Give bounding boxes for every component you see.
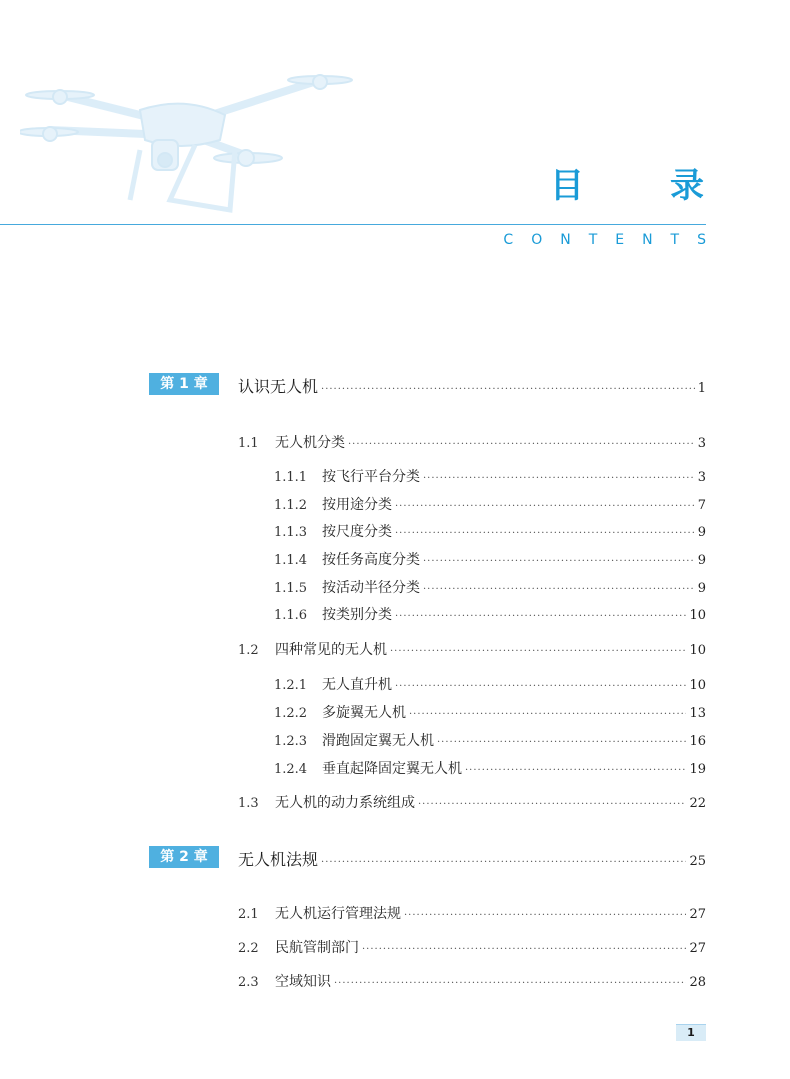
page-number: 9 <box>697 525 706 540</box>
toc-entry-1-1-4[interactable] <box>274 549 706 569</box>
toc-entry-1-2-1[interactable] <box>274 674 706 694</box>
page-number: 28 <box>689 975 706 990</box>
subsection-title: 多旋翼无人机 <box>322 705 406 721</box>
leader-dots <box>404 910 686 921</box>
subsection-number: 1.1.6 <box>274 608 308 623</box>
page-number: 3 <box>697 436 706 451</box>
toc-entry-1-1-5[interactable] <box>274 577 706 597</box>
page-number: 27 <box>689 907 706 922</box>
toc-entry-chapter-1[interactable] <box>238 374 706 397</box>
subsection-number: 1.2.3 <box>274 734 308 749</box>
subsection-number: 1.1.4 <box>274 553 308 568</box>
drone-illustration <box>20 40 360 220</box>
leader-dots <box>395 611 686 622</box>
section-number: 2.3 <box>238 975 259 990</box>
toc-entry-1-2-2[interactable] <box>274 702 706 722</box>
toc-entry-1-1-1[interactable] <box>274 466 706 486</box>
leader-dots <box>321 384 695 395</box>
page-number: 19 <box>689 762 706 777</box>
toc-entry-1-1-6[interactable] <box>274 604 706 624</box>
leader-dots <box>409 709 686 720</box>
subsection-title: 按活动半径分类 <box>322 580 420 596</box>
section-number: 2.2 <box>238 941 259 956</box>
leader-dots <box>395 681 686 692</box>
subsection-title: 按用途分类 <box>322 497 392 513</box>
page-number: 10 <box>689 678 706 693</box>
subsection-title: 滑跑固定翼无人机 <box>322 733 434 749</box>
subsection-title: 按飞行平台分类 <box>322 469 420 485</box>
page-number: 9 <box>697 581 706 596</box>
section-title: 民航管制部门 <box>275 940 359 956</box>
section-number: 2.1 <box>238 907 259 922</box>
subsection-title: 按类别分类 <box>322 607 392 623</box>
leader-dots <box>334 978 686 989</box>
page-number: 22 <box>689 796 706 811</box>
toc-entry-2-1[interactable] <box>238 903 706 923</box>
page-number: 10 <box>689 643 706 658</box>
page-number: 27 <box>689 941 706 956</box>
toc-entry-2-2[interactable] <box>238 937 706 957</box>
section-title: 无人机分类 <box>275 435 345 451</box>
subsection-number: 1.1.3 <box>274 525 308 540</box>
toc-entry-1-2[interactable] <box>238 639 706 659</box>
subsection-number: 1.1.5 <box>274 581 308 596</box>
page-number: 1 <box>697 381 706 396</box>
leader-dots <box>362 944 686 955</box>
toc-entry-1-3[interactable] <box>238 792 706 812</box>
leader-dots <box>321 857 686 868</box>
page-number: 10 <box>689 608 706 623</box>
leader-dots <box>348 439 695 450</box>
leader-dots <box>423 584 695 595</box>
page-number: 7 <box>697 498 706 513</box>
subsection-number: 1.1.2 <box>274 498 308 513</box>
leader-dots <box>395 501 695 512</box>
page-number-footer: 1 <box>676 1024 706 1041</box>
page-number: 9 <box>697 553 706 568</box>
subsection-number: 1.1.1 <box>274 470 308 485</box>
leader-dots <box>423 556 695 567</box>
section-number: 1.2 <box>238 643 259 658</box>
contents-subtitle: CONTENTS <box>503 232 724 248</box>
subsection-number: 1.2.4 <box>274 762 308 777</box>
subsection-title: 垂直起降固定翼无人机 <box>322 761 462 777</box>
subsection-number: 1.2.1 <box>274 678 308 693</box>
toc-entry-1-1[interactable] <box>238 432 706 452</box>
page-number: 3 <box>697 470 706 485</box>
subsection-title: 按任务高度分类 <box>322 552 420 568</box>
leader-dots <box>465 765 686 776</box>
subsection-title: 无人直升机 <box>322 677 392 693</box>
toc-entry-2-3[interactable] <box>238 971 706 991</box>
chapter-1-badge: 第 1 章 <box>149 373 219 395</box>
leader-dots <box>395 528 695 539</box>
toc-entry-1-2-4[interactable] <box>274 758 706 778</box>
section-number: 1.1 <box>238 436 259 451</box>
section-number: 1.3 <box>238 796 259 811</box>
section-title: 四种常见的无人机 <box>275 642 387 658</box>
section-title: 无人机运行管理法规 <box>275 906 401 922</box>
leader-dots <box>423 473 695 484</box>
toc-entry-1-2-3[interactable] <box>274 730 706 750</box>
section-title: 无人机的动力系统组成 <box>275 795 415 811</box>
page-number: 25 <box>689 854 706 869</box>
page-number: 13 <box>689 706 706 721</box>
toc-entry-chapter-2[interactable] <box>238 847 706 870</box>
subsection-number: 1.2.2 <box>274 706 308 721</box>
leader-dots <box>437 737 686 748</box>
chapter-title: 无人机法规 <box>238 850 319 869</box>
leader-dots <box>390 646 686 657</box>
subsection-title: 按尺度分类 <box>322 524 392 540</box>
leader-dots <box>418 799 686 810</box>
section-title: 空域知识 <box>275 974 331 990</box>
header-rule <box>0 224 706 225</box>
toc-entry-1-1-3[interactable] <box>274 521 706 541</box>
chapter-title: 认识无人机 <box>238 377 319 396</box>
page-number: 16 <box>689 734 706 749</box>
page-title: 目 录 <box>550 166 730 206</box>
toc-entry-1-1-2[interactable] <box>274 494 706 514</box>
chapter-2-badge: 第 2 章 <box>149 846 219 868</box>
